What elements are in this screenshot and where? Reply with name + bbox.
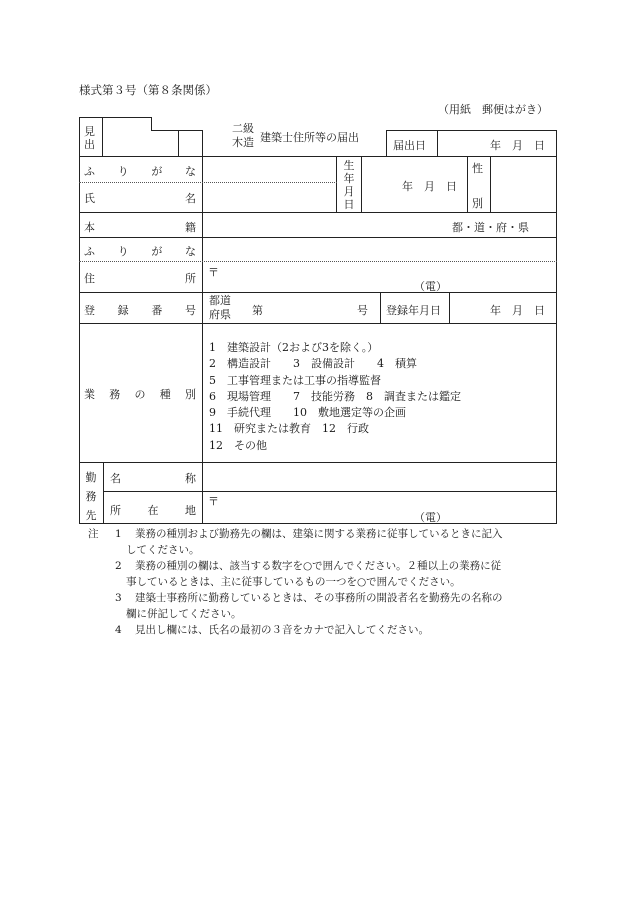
note-number: 2: [115, 560, 122, 572]
notes-prefix: 注: [88, 528, 99, 540]
filing-date-label: 届出日: [393, 139, 426, 152]
sex-label-bottom: 別: [472, 197, 483, 210]
grade-label-1: 二級: [232, 122, 254, 135]
business-label: 業 務 の 種 別: [84, 388, 196, 401]
registration-pref-2: 府県: [209, 308, 231, 321]
business-option[interactable]: 2 構造設計 3 設備設計 4 積算: [209, 357, 417, 371]
name-label: 氏 名: [84, 192, 196, 205]
address-label: 住 所: [84, 272, 196, 285]
workplace-group-label: 勤 務 先: [85, 471, 97, 522]
address-furigana-label: ふ り が な: [84, 245, 196, 258]
registration-date-field[interactable]: [450, 293, 556, 323]
registration-date-label: 登録年月日: [386, 304, 441, 317]
business-option[interactable]: 5 工事管理または工事の指導監督: [209, 373, 381, 387]
note-number: 1: [115, 528, 122, 540]
business-option[interactable]: 9 手続代理 10 敷地選定等の企画: [209, 406, 406, 420]
birth-value: 年 月 日: [402, 180, 457, 193]
registration-pref-1: 都道: [209, 294, 231, 307]
midashi-label: 見出: [84, 125, 95, 151]
filing-date-value: 年 月 日: [490, 139, 545, 152]
honseki-suffix: 都・道・府・県: [452, 221, 529, 234]
honseki-label: 本 籍: [84, 221, 196, 234]
workplace-location-input[interactable]: [203, 492, 556, 523]
furigana-input[interactable]: [203, 157, 336, 182]
workplace-name-input[interactable]: [203, 463, 556, 491]
sex-label-top: 性: [472, 162, 483, 175]
note-line: 見出し欄には、氏名の最初の３音をカナで記入してください。: [135, 624, 429, 636]
paper-note: （用紙 郵便はがき）: [438, 103, 548, 116]
registration-dai: 第: [252, 304, 263, 317]
grade-label-2: 木造: [232, 136, 254, 149]
note-line: 事しているときは、主に従事しているもの一つを○で囲んでください。: [126, 576, 461, 588]
note-line: 建築士事務所に勤務しているときは、その事務所の開設者名を勤務先の名称の: [135, 592, 503, 604]
honseki-input[interactable]: [203, 213, 556, 237]
business-option[interactable]: 12 その他: [209, 438, 267, 452]
birth-date-field[interactable]: [362, 157, 467, 212]
registration-date-value: 年 月 日: [490, 304, 545, 317]
note-line: 業務の種別および勤務先の欄は、建築に関する業務に従事しているときに記入: [135, 528, 503, 540]
address-input[interactable]: [203, 262, 556, 292]
business-option[interactable]: 1 建築設計（2および3を除く。）: [209, 341, 379, 354]
workplace-location-label: 所 在 地: [110, 504, 196, 517]
workplace-name-label: 名 称: [110, 472, 196, 485]
address-phone-label: （電）: [414, 280, 447, 293]
name-input[interactable]: [203, 183, 336, 212]
midashi-input-2[interactable]: [152, 131, 178, 156]
midashi-input-1[interactable]: [103, 118, 151, 156]
midashi-input-3[interactable]: [179, 131, 202, 156]
note-number: 3: [115, 592, 122, 604]
form-title: 建築士住所等の届出: [260, 131, 359, 144]
address-postal-mark: 〒: [208, 266, 219, 279]
birth-label: 生 年 月 日: [343, 159, 355, 211]
registration-gou: 号: [357, 304, 368, 317]
note-line: 欄に併記してください。: [126, 608, 242, 620]
furigana-label: ふ り が な: [84, 165, 196, 178]
note-line: してください。: [126, 544, 200, 556]
workplace-postal-mark: 〒: [208, 495, 219, 508]
business-option[interactable]: 11 研究または教育 12 行政: [209, 422, 369, 436]
registration-label: 登 録 番 号: [84, 304, 196, 317]
filing-date-field[interactable]: [438, 131, 556, 156]
business-option[interactable]: 6 現場管理 7 技能労務 8 調査または鑑定: [209, 389, 461, 403]
sex-field[interactable]: [491, 157, 556, 212]
address-furigana-input[interactable]: [203, 238, 556, 261]
business-options[interactable]: [209, 340, 461, 454]
workplace-phone-label: （電）: [414, 511, 447, 524]
note-line: 業務の種別の欄は、該当する数字を○で囲んでください。２種以上の業務に従: [135, 560, 502, 572]
registration-number-input[interactable]: [265, 293, 355, 323]
form-number: 様式第３号（第８条関係）: [79, 83, 217, 97]
note-number: 4: [115, 624, 122, 636]
